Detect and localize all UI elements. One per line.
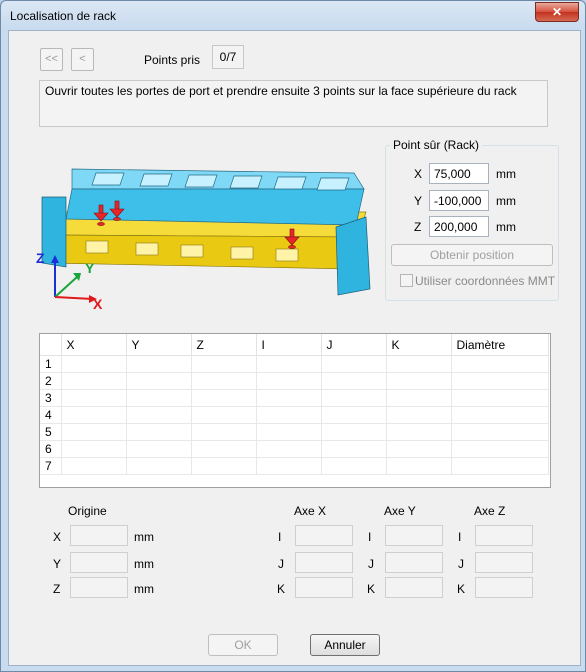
axis-z-k-field: [475, 577, 533, 598]
table-row[interactable]: [40, 373, 548, 390]
axis-y-j-label: J: [368, 557, 374, 571]
grid-header-diameter[interactable]: Diamètre: [451, 334, 548, 356]
origin-z-field: [70, 577, 128, 598]
axis-y-title: Axe Y: [384, 504, 416, 518]
grid-header-row: [40, 334, 548, 356]
table-row[interactable]: [40, 458, 548, 475]
axis-x-k-field: [295, 577, 353, 598]
origin-y-field: [70, 552, 128, 573]
dialog-client-area: [8, 30, 581, 666]
origin-z-unit: mm: [134, 582, 154, 596]
use-cmm-label: Utiliser coordonnées MMT: [415, 274, 556, 288]
axis-y-j-field: [385, 552, 443, 573]
row-number: 1: [40, 356, 61, 373]
safe-y-label: Y: [414, 194, 423, 208]
row-number: 5: [40, 424, 61, 441]
window-title: Localisation de rack: [10, 9, 117, 23]
origin-x-label: X: [53, 530, 62, 544]
row-number: 6: [40, 441, 61, 458]
table-row[interactable]: [40, 424, 548, 441]
axes-indicator: [37, 251, 117, 311]
axis-y-k-label: K: [367, 582, 376, 596]
axis-y-label: Y: [85, 260, 95, 276]
origin-z-label: Z: [53, 582, 61, 596]
table-row[interactable]: [40, 390, 548, 407]
axis-x-k-label: K: [277, 582, 286, 596]
safe-z-unit: mm: [496, 220, 516, 234]
origin-y-label: Y: [53, 557, 62, 571]
grid-header-i[interactable]: I: [256, 334, 321, 356]
axis-y-k-field: [385, 577, 443, 598]
row-number: 4: [40, 407, 61, 424]
cancel-button[interactable]: Annuler: [310, 634, 380, 656]
axis-x-label: X: [93, 296, 103, 312]
axis-x-title: Axe X: [294, 504, 327, 518]
origin-y-unit: mm: [134, 557, 154, 571]
grid-header-y[interactable]: Y: [126, 334, 191, 356]
axis-z-label: Z: [36, 250, 45, 266]
grid-header-x[interactable]: X: [61, 334, 126, 356]
safe-x-label: X: [414, 167, 423, 181]
previous-point-button[interactable]: <: [71, 48, 94, 71]
axis-z-title: Axe Z: [474, 504, 506, 518]
axis-y-i-label: I: [368, 530, 372, 544]
instruction-text: Ouvrir toutes les portes de port et prendre ensuite 3 points sur la face supérieure du rack: [39, 80, 548, 127]
origin-x-field: [70, 525, 128, 546]
origin-title: Origine: [68, 504, 107, 518]
axis-z-i-label: I: [458, 530, 462, 544]
row-number: 3: [40, 390, 61, 407]
get-position-button[interactable]: Obtenir position: [391, 244, 553, 266]
table-row[interactable]: [40, 407, 548, 424]
row-number: 7: [40, 458, 61, 475]
axis-y-i-field: [385, 525, 443, 546]
axis-x-i-field: [295, 525, 353, 546]
grid-header-z[interactable]: Z: [191, 334, 256, 356]
grid-header-k[interactable]: K: [386, 334, 451, 356]
table-row[interactable]: [40, 441, 548, 458]
axis-z-k-label: K: [457, 582, 466, 596]
axis-x-j-field: [295, 552, 353, 573]
axis-z-j-field: [475, 552, 533, 573]
title-bar[interactable]: [1, 1, 585, 31]
first-point-button[interactable]: <<: [40, 48, 63, 71]
table-row[interactable]: [40, 356, 548, 373]
safe-z-label: Z: [414, 220, 422, 234]
points-taken-label: Points pris: [144, 53, 201, 67]
axis-x-i-label: I: [278, 530, 282, 544]
safe-x-input[interactable]: [429, 163, 489, 184]
origin-x-unit: mm: [134, 530, 154, 544]
safe-z-input[interactable]: [429, 216, 489, 237]
safe-y-input[interactable]: [429, 190, 489, 211]
grid-corner-header: [40, 334, 61, 356]
grid-header-j[interactable]: J: [321, 334, 386, 356]
axis-z-i-field: [475, 525, 533, 546]
safe-y-unit: mm: [496, 194, 516, 208]
points-taken-value: 0/7: [212, 45, 244, 69]
use-cmm-checkbox[interactable]: [400, 274, 413, 287]
axis-z-j-label: J: [458, 557, 464, 571]
points-grid[interactable]: [39, 333, 551, 488]
close-button[interactable]: ✕: [535, 2, 579, 22]
safe-point-title: Point sûr (Rack): [390, 138, 482, 152]
ok-button[interactable]: OK: [208, 634, 278, 656]
axis-x-j-label: J: [278, 557, 284, 571]
safe-x-unit: mm: [496, 167, 516, 181]
row-number: 2: [40, 373, 61, 390]
